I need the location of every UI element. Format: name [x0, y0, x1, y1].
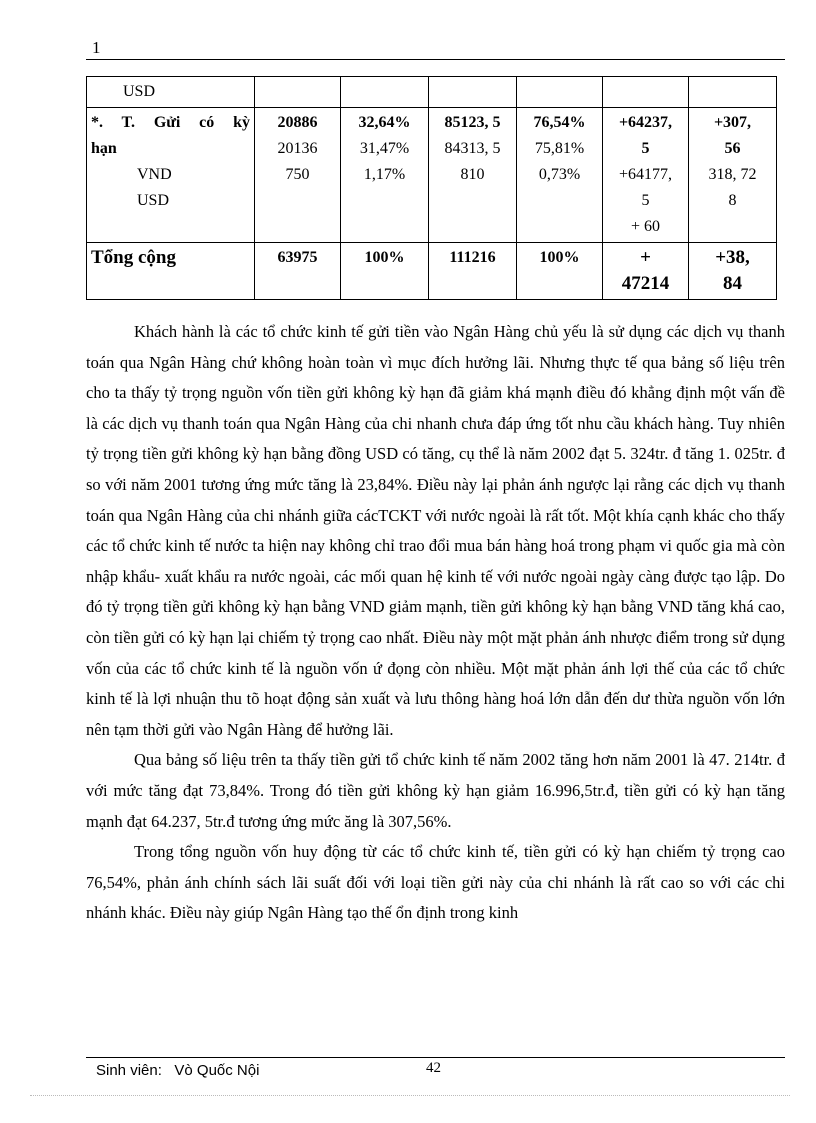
table-row-total [87, 243, 777, 300]
page-edge-rule [30, 1095, 790, 1096]
total-amount-2002: 111216 [429, 243, 517, 300]
total-share-2001: 100% [341, 243, 429, 300]
page-number: 1 [92, 38, 101, 57]
total-change-percent: +38, 84 [689, 243, 777, 300]
table-cell: 85123, 5 84313, 5 810 [429, 108, 517, 243]
table-cell [87, 108, 255, 243]
row-label-term-2: hạn [91, 140, 117, 157]
paragraph: Qua bảng số liệu trên ta thấy tiền gửi tổ chức kinh tế năm 2002 tăng hơn năm 2001 là 47. 214tr. đ với mức tăng đạt 73,84%. Trong đó tiền gửi không kỳ hạn giảm 16.996,5tr.đ, tiền gửi có kỳ hạn tăng mạnh đạt 64.237, 5tr.đ tương ứng mức ăng là 307,56%. [86, 750, 785, 831]
total-label: Tổng cộng [87, 243, 255, 300]
body-text [86, 317, 785, 929]
student-label: Sinh viên: [96, 1062, 162, 1079]
paragraph: Khách hành là các tổ chức kinh tế gửi tiền vào Ngân Hàng chủ yếu là sử dụng các dịch vụ thanh toán qua Ngân Hàng chứ không hoàn toàn vì mục đích hưởng lãi. Nhưng thực tế qua bảng số liệu trên cho ta thấy tỷ trọng nguồn vốn tiền gửi không kỳ hạn đã giảm khá mạnh điều đó khẳng định một vấn đề là các dịch vụ thanh toán qua Ngân Hàng của chi nhanh chưa đáp ứng tốt nhu cầu khách hàng. Tuy nhiên tỷ trọng tiền gửi không kỳ hạn bằng đồng USD có tăng, cụ thể là năm 2002 đạt 5. 324tr. đ tăng 1. 025tr. đ so với năm 2001 tương ứng mức tăng là 23,84%. Điều này lại phản ánh ngược lại rằng các dịch vụ thanh toán qua Ngân Hàng của chi nhánh giữa cácTCKT với nước ngoài là rất tốt. Một khía cạnh khác cho thấy các tổ chức kinh tế nước ta hiện nay không chỉ trao đổi mua bán hàng hoá trong phạm vi quốc gia mà còn nhập khẩu- xuất khẩu ra nước ngoài, các mối quan hệ kinh tế với nước ngoài ngày càng được tạo lập. Do đó tỷ trọng tiền gửi không kỳ hạn bằng VND giảm mạnh, tiền gửi không kỳ hạn bằng VND tăng khá cao, còn tiền gửi có kỳ hạn lại chiếm tỷ trọng cao nhất. Điều này một mặt phản ánh nhược điểm trong sử dụng vốn của các tổ chức kinh tế là nguồn vốn ứ đọng còn nhiều. Một mặt phản ánh lợi thế của các tổ chức kinh tế là lợi nhuận thu tõ hoạt động sản xuất và lưu thông hàng hoá lớn dẫn đến dư thừa nguồn vốn lớn nên tạm thời gửi vào Ngân Hàng để hưởng lãi. [86, 322, 785, 739]
table-row-usd [87, 77, 777, 108]
paragraph: Trong tổng nguồn vốn huy động từ các tổ chức kinh tế, tiền gửi có kỳ hạn chiếm tỷ trọng cao 76,54%, phản ánh chính sách lãi suất đối với loại tiền gửi này của chi nhánh là rất cao so với các chi nhánh khác. Điều này giúp Ngân Hàng tạo thế ổn định trong kinh [86, 842, 785, 923]
table-cell [87, 77, 255, 108]
sub-label-vnd: VND [137, 166, 172, 183]
total-share-2002: 100% [517, 243, 603, 300]
row-label-usd: USD [123, 83, 156, 100]
table-cell: 20886 20136 750 [255, 108, 341, 243]
deposit-table [86, 76, 777, 300]
sub-label-usd: USD [137, 192, 170, 209]
header-rule [86, 59, 785, 60]
table-cell: +307, 56 318, 72 8 [689, 108, 777, 243]
table-cell: +64237, 5 +64177, 5 + 60 [603, 108, 689, 243]
footer-page-number: 42 [426, 1060, 441, 1076]
table-cell: 76,54% 75,81% 0,73% [517, 108, 603, 243]
total-amount-2001: 63975 [255, 243, 341, 300]
footer-rule [86, 1057, 785, 1058]
footer-student [96, 1062, 259, 1079]
total-change-amount: + 47214 [603, 243, 689, 300]
table-row-term-deposit [87, 108, 777, 243]
row-label-term: *. T. Gửi có kỳ [91, 114, 250, 131]
table-cell: 32,64% 31,47% 1,17% [341, 108, 429, 243]
student-name: Vò Quốc Nội [174, 1062, 260, 1079]
